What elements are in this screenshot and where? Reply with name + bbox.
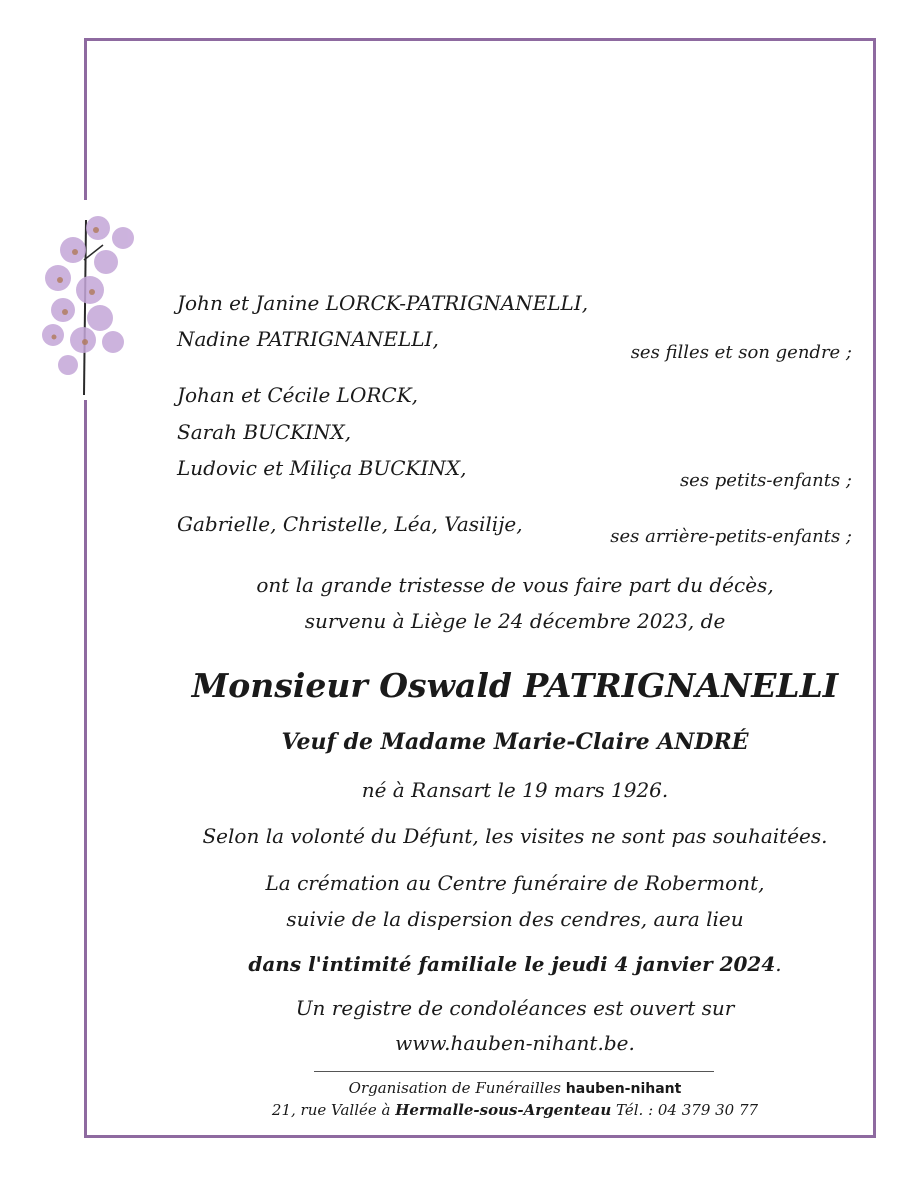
cremation-line-3: [84, 952, 918, 976]
great-grandchildren-line: Gabrielle, Christelle, Léa, Vasilije,: [177, 512, 523, 536]
registry-line-1: Un registre de condoléances est ouvert sur: [295, 996, 735, 1020]
great-grandchildren-role: ses arrière-petits-enfants ;: [610, 526, 852, 547]
announcement-line-1: ont la grande tristesse de vous faire part du décès,: [256, 573, 774, 597]
visits-line: Selon la volonté du Défunt, les visites ne sont pas souhaitées.: [202, 824, 828, 848]
widower-line: Veuf de Madame Marie-Claire ANDRÉ: [281, 729, 749, 755]
deceased-name: Monsieur Oswald PATRIGNANELLI: [191, 666, 839, 705]
address-town: Hermalle-sous-Argenteau: [395, 1101, 612, 1119]
grandchildren-role: ses petits-enfants ;: [679, 470, 852, 491]
birth-line: né à Ransart le 19 mars 1926.: [361, 778, 669, 802]
grandchild-line-2: Sarah BUCKINX,: [177, 420, 352, 444]
address-prefix: 21, rue Vallée à: [271, 1101, 391, 1119]
cremation-period: .: [775, 952, 782, 976]
daughter-line-2: Nadine PATRIGNANELLI,: [177, 327, 439, 351]
grandchild-line-1: Johan et Cécile LORCK,: [177, 383, 418, 407]
phone-number: Tél. : 04 379 30 77: [616, 1101, 759, 1119]
footer-org-line: [84, 1079, 918, 1097]
orchid-branch-image: [28, 200, 150, 400]
brand-logo-text: hauben-nihant: [565, 1081, 682, 1097]
org-label: Organisation de Funérailles: [348, 1079, 562, 1097]
registry-website[interactable]: www.hauben-nihant.be.: [395, 1031, 635, 1055]
cremation-date-text: dans l'intimité familiale le jeudi 4 janvier 2024: [248, 952, 776, 976]
daughter-line-1: John et Janine LORCK-PATRIGNANELLI,: [177, 291, 589, 315]
cremation-line-1: La crémation au Centre funéraire de Robermont,: [265, 871, 765, 895]
daughters-role: ses filles et son gendre ;: [630, 342, 852, 363]
grandchild-line-3: Ludovic et Miliça BUCKINX,: [177, 456, 467, 480]
footer-divider: [314, 1071, 714, 1072]
footer-address-line: [84, 1101, 918, 1119]
cremation-line-2: suivie de la dispersion des cendres, aura lieu: [286, 907, 744, 931]
announcement-line-2: survenu à Liège le 24 décembre 2023, de: [304, 609, 726, 633]
